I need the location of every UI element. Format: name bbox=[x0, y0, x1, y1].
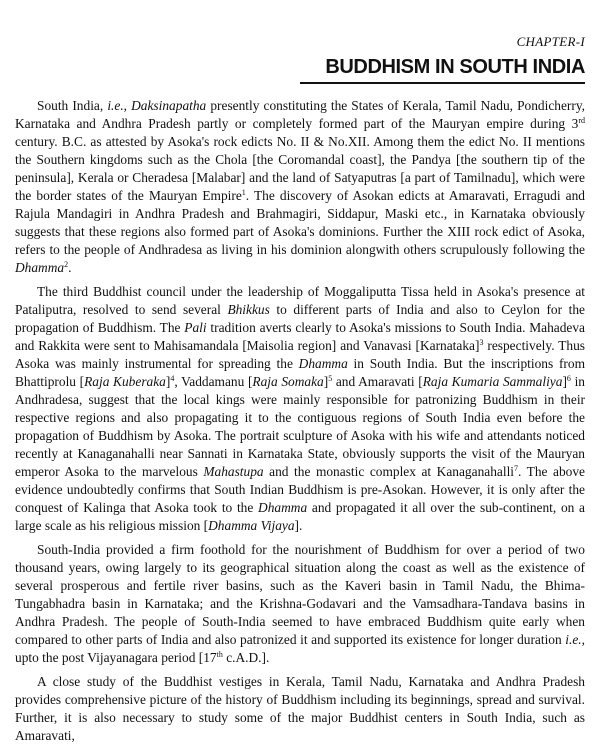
text-run: , Vaddamanu [ bbox=[174, 374, 253, 389]
text-run: and Amaravati [ bbox=[332, 374, 423, 389]
italic-term: i.e. bbox=[565, 632, 582, 647]
footnote-marker: 7 bbox=[514, 464, 519, 473]
italic-term: Dhamma bbox=[298, 356, 348, 371]
text-run: , bbox=[123, 98, 132, 113]
paragraph-1 bbox=[15, 97, 585, 277]
text-run: . The discovery of Asokan edicts at Amaravati, Erragudi and Rajula Mandagiri in Andhra Pradesh and Brahmagiri, Siddapur, Maski etc., in Karnataka obviously suggests that these regions also formed part of Asoka's dominions. Further the XIII rock edict of Asoka, refers to the people of Andhradesa as living in his dominion alongwith others scrupulously following the bbox=[15, 188, 585, 257]
text-run: to different parts of India and also to Ceylon for the propagation of Buddhism. The bbox=[15, 302, 585, 335]
italic-term: Daksinapatha bbox=[131, 98, 207, 113]
paragraph-2 bbox=[15, 283, 585, 535]
text-run: in Andhradesa, suggest that the local kings were mainly responsible for patronizing Buddhism in their respective regions and also propagating it to the contiguous regions of South India even before the propagation of Buddhism by Asoka. The portrait sculpture of Asoka with his wife and attendants noticed recently at Kanaganahalli near Sannati in Karnataka State, obviously supports the visit of the Mauryan emperor Asoka to the marvelous bbox=[15, 374, 585, 479]
text-run: c.A.D.]. bbox=[222, 650, 270, 665]
footnote-marker: 6 bbox=[566, 374, 571, 383]
footnote-marker: 1 bbox=[241, 188, 246, 197]
text-run: ]. bbox=[294, 518, 303, 533]
chapter-title: BUDDHISM IN SOUTH INDIA bbox=[300, 56, 585, 84]
text-run: . The above evidence undoubtedly confirms that South Indian Buddhism is pre-Asokan. However, it is only after the conquest of Kalinga that Asoka took to the bbox=[15, 464, 585, 515]
italic-term: Mahastupa bbox=[203, 464, 264, 479]
italic-term: Raja Kumaria Sammaliya bbox=[422, 374, 563, 389]
italic-term: i.e. bbox=[107, 98, 124, 113]
footnote-marker: 4 bbox=[170, 374, 175, 383]
text-run: ] bbox=[323, 374, 329, 389]
text-run: ] bbox=[562, 374, 567, 389]
text-run: South India, bbox=[37, 98, 108, 113]
chapter-label: CHAPTER-I bbox=[516, 34, 585, 49]
footnote-marker: 3 bbox=[479, 338, 484, 347]
italic-term: Dhamma bbox=[258, 500, 308, 515]
text-run: South-India provided a firm foothold for the nourishment of Buddhism for over a period of two thousand years, owing largely to its geographical situation along the coast as well as the existence of several prosperous and fertile river basins, such as the Kaveri basin in Tamil Nadu, the Bhima- Tungabhadra basin in Karnataka; and the Krishna-Godavari and the Vamsadhara-Tandava basins in Andhra Pradesh. The people of South-India seemed to have embraced Buddhism quite early when compared to other parts of India and also patronized it and supported its existence for longer duration bbox=[15, 542, 585, 647]
italic-term: Dhamma bbox=[15, 260, 65, 275]
italic-term: Dhamma Vijaya bbox=[208, 518, 295, 533]
paragraph-3 bbox=[15, 541, 585, 667]
italic-term: Raja Somaka bbox=[252, 374, 324, 389]
footnote-marker: th bbox=[216, 650, 223, 659]
text-run: . bbox=[68, 260, 72, 275]
text-run: and the monastic complex at Kanaganahalli bbox=[263, 464, 515, 479]
text-run: A close study of the Buddhist vestiges in Kerala, Tamil Nadu, Karnataka and Andhra Pradesh provides comprehensive picture of the history of Buddhism including its beginnings, spread and survival. Further, it is also necessary to study some of the major Buddhist centers in South India, such as Amaravati, bbox=[15, 674, 585, 743]
text-run: century. B.C. as attested by Asoka's rock edicts No. II & No.XII. Among them the edict No. II mentions the Southern kingdoms such as the Chola [the Coromandal coast], the Pandya [the southern tip of the peninsula], Kerala or Cheradesa [Malabar] and the land of Satyaputras [a part of Tamilnadu], which were the border states of the Mauryan Empire bbox=[15, 134, 585, 203]
body-text bbox=[15, 97, 585, 751]
italic-term: Bhikkus bbox=[227, 302, 270, 317]
italic-term: Pali bbox=[184, 320, 207, 335]
paragraph-4 bbox=[15, 673, 585, 745]
text-run: The third Buddhist council under the leadership of Moggaliputta Tissa held in Asoka's presence at Pataliputra, resolved to send several bbox=[15, 284, 585, 317]
footnote-marker: 5 bbox=[328, 374, 333, 383]
text-run: , upto the post Vijayanagara period [17 bbox=[15, 632, 585, 665]
footnote-marker: rd bbox=[578, 116, 585, 125]
text-run: and propagated it all over the sub-continent, on a large scale as his religious mission [ bbox=[15, 500, 586, 533]
text-run: presently constituting the States of Kerala, Tamil Nadu, Pondicherry, Karnataka and Andhra Pradesh partly or completely formed part of the Mauryan empire during 3 bbox=[15, 98, 586, 131]
footnote-marker: 2 bbox=[64, 260, 69, 269]
text-run: respectively. Thus Asoka was mainly instrumental for spreading the bbox=[15, 338, 586, 371]
text-run: tradition averts clearly to Asoka's missions to South India. Mahadeva and Rakkita were sent to Mahisamandala [Maisolia region] and Vanavasi [Karnataka] bbox=[15, 320, 585, 353]
text-run: ] bbox=[165, 374, 171, 389]
text-run: in South India. But the inscriptions from Bhattiprolu [ bbox=[15, 356, 585, 389]
italic-term: Raja Kuberaka bbox=[84, 374, 166, 389]
